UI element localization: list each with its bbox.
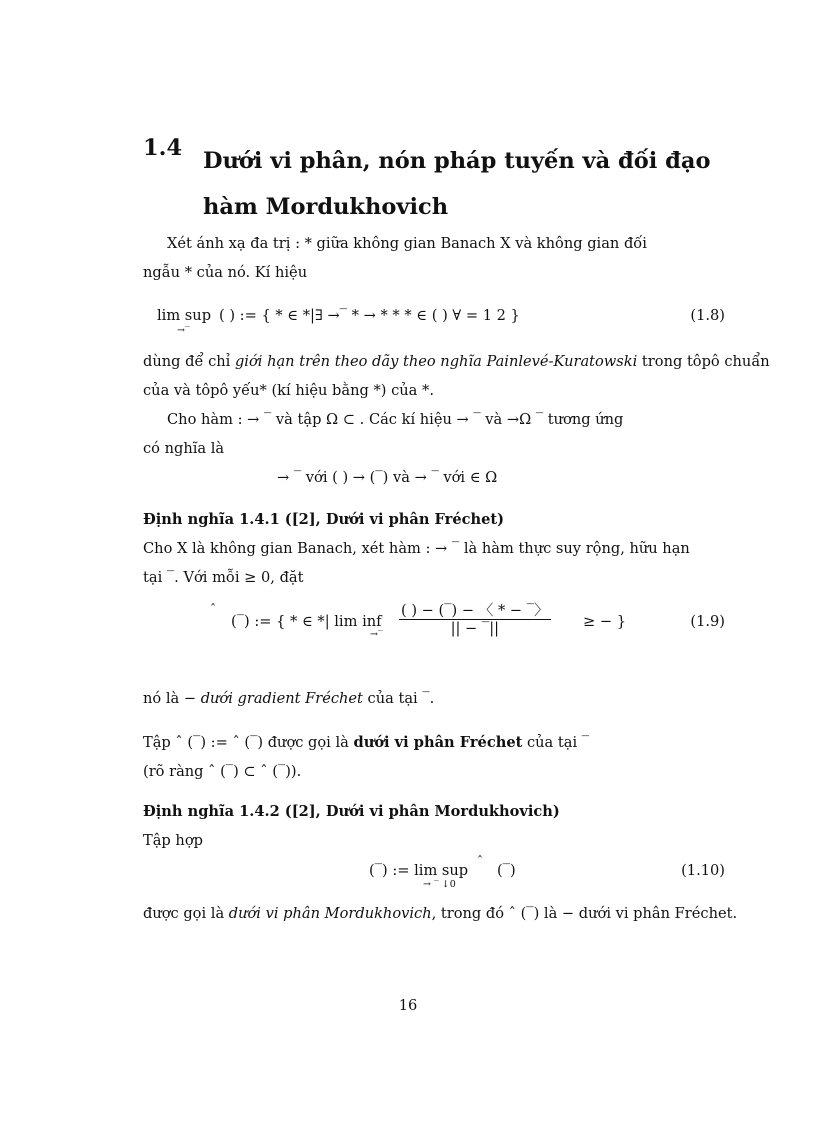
- frechet-para-line-2: [143, 689, 434, 709]
- eq-1-9-lhs: (‾) := { * ∈ *| lim inf: [231, 613, 382, 630]
- mordukhovich-term: dưới vi phân Mordukhovich: [228, 905, 432, 922]
- frechet-subdifferential-term: dưới vi phân Fréchet: [353, 734, 523, 751]
- eq-1-9-number: (1.9): [690, 613, 725, 630]
- intro-line-1: Xét ánh xạ đa trị : * giữa không gian Banach X và không gian đối: [167, 235, 647, 252]
- after-1-8-line-1: [143, 352, 770, 372]
- eq-1-10-number: (1.10): [681, 862, 725, 879]
- function-para-line-2: có nghĩa là: [143, 440, 225, 457]
- def-1-line-1: Cho X là không gian Banach, xét hàm : → ‾ là hàm thực suy rộng, hữu hạn: [143, 540, 690, 557]
- equation-1-9: [143, 600, 725, 644]
- eq-1-10-rhs: (‾): [497, 862, 516, 879]
- eq-1-9-fraction: [399, 602, 551, 637]
- eq-1-10-sub: → ‾ ↓0: [423, 879, 456, 890]
- frechet-para-line-2-post: của tại ‾.: [362, 690, 435, 707]
- frechet-para-line-2-pre: nó là −: [143, 690, 201, 707]
- eq-1-9-hat: ˆ: [210, 602, 216, 616]
- eq-1-8-lhs-sub: →‾: [177, 325, 190, 336]
- eq-1-9-rhs: ≥ − }: [583, 613, 627, 630]
- eq-1-8-number: (1.8): [690, 307, 725, 324]
- frechet-def-line-1-post: của tại ‾: [522, 734, 590, 751]
- definition-1-4-2-heading: Định nghĩa 1.4.2 ([2], Dưới vi phân Mordukhovich): [143, 803, 560, 820]
- function-para-line-1: Cho hàm : → ‾ và tập Ω ⊂ . Các kí hiệu → ‾ và →Ω ‾ tương ứng: [167, 411, 624, 428]
- final-para-post: , trong đó ˆ (‾) là − dưới vi phân Fréchet.: [431, 905, 738, 922]
- def-1-line-2: tại ‾. Với mỗi ≥ 0, đặt: [143, 569, 304, 586]
- eq-1-9-denominator: || − ‾||: [450, 620, 500, 637]
- frechet-def-line-2: (rõ ràng ˆ (‾) ⊂ ˆ (‾)).: [143, 763, 302, 780]
- frechet-def-line-1: [143, 733, 589, 753]
- equation-meaning: → ‾ với ( ) → (‾) và → ‾ với ∈ Ω: [277, 469, 498, 486]
- painleve-kuratowski-term: giới hạn trên theo dãy theo nghĩa Painlevé-Kuratowski: [234, 353, 638, 370]
- eq-1-9-numerator: ( ) − (‾) − 〈 * − ‾〉: [401, 602, 549, 619]
- section-title: Dưới vi phân, nón pháp tuyến và đối đạo hàm Mordukhovich: [203, 148, 711, 220]
- eq-1-10-lhs: (‾) := lim sup: [369, 862, 469, 879]
- intro-line-2: ngẫu * của nó. Kí hiệu: [143, 264, 308, 281]
- after-1-8-post: trong tôpô chuẩn: [637, 353, 770, 370]
- page-number: 16: [398, 997, 418, 1014]
- eq-1-8-lhs: lim sup: [157, 307, 212, 324]
- equation-1-8: [143, 306, 725, 340]
- eq-1-8-body: ( ) := { * ∈ *|∃ →‾ * → * * * ∈ ( ) ∀ = 1 2 }: [219, 307, 520, 324]
- def-2-line-1: Tập hợp: [143, 832, 203, 849]
- eq-1-9-lhs-sub: →‾: [370, 629, 383, 640]
- equation-1-10: [143, 854, 725, 892]
- final-para: [143, 904, 737, 924]
- eq-1-10-hat: ˆ: [477, 854, 483, 868]
- after-1-8-pre: dùng để chỉ: [143, 353, 235, 370]
- final-para-pre: được gọi là: [143, 905, 229, 922]
- frechet-def-line-1-pre: Tập ˆ (‾) := ˆ (‾) được gọi là: [143, 734, 354, 751]
- frechet-gradient-term: dưới gradient Fréchet: [200, 690, 363, 707]
- section-number: 1.4: [143, 135, 183, 161]
- definition-1-4-1-heading: Định nghĩa 1.4.1 ([2], Dưới vi phân Fréchet): [143, 511, 505, 528]
- after-1-8-line-2: của và tôpô yếu* (kí hiệu bằng *) của *.: [143, 382, 434, 399]
